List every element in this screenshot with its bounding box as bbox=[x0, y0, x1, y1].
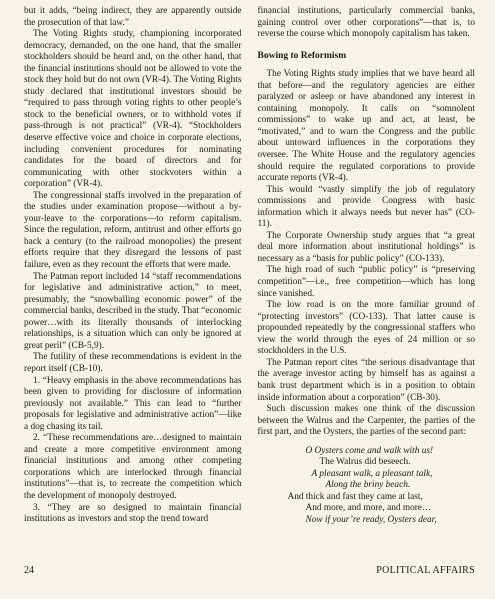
right-column-body bbox=[258, 69, 476, 439]
page-number: 24 bbox=[24, 565, 34, 576]
right-column bbox=[258, 6, 476, 527]
poem-line: And more, and more, and more… bbox=[305, 503, 432, 514]
journal-name: POLITICAL AFFAIRS bbox=[376, 565, 475, 576]
paragraph: The congressional staffs involved in the preparation of the studies under examination propose—without a by-your-leave to the corporations—to reform capitalism. Since the regulation, reform, antitrust and other efforts go back a century (to the railroad monopolies) the present efforts require that they disregard the lessons of past failure, even as they recount the efforts that were made. bbox=[24, 190, 242, 271]
paragraph: Such discussion makes one think of the discussion between the Walrus and the Carpenter, the parties of the first part, and the Oysters, the parties of the second part: bbox=[257, 404, 475, 438]
paragraph: The Voting Rights study, championing incorporated democracy, demanded, on the one hand, that the smaller stockholders should be heard and, on the other hand, that the financial institutions should not be allowed to vote the stock they hold but do not own (VR-4). The Voting Rights study declared that institutional investors should be “required to pass through voting rights to other people’s stock to the beneficial owners, or to withhold votes if pass-through is not practical” (VR-4). “Stockholders deserve effective voice and choice in corporate elections, including convenient procedures for nominating candidates for the board of directors and for communicating with other stockvoters within a corporation” (VR-4). bbox=[24, 29, 242, 190]
poem-line: The Walrus did beseech. bbox=[319, 457, 411, 468]
poem-line: And thick and fast they came at last, bbox=[287, 491, 423, 502]
poem-line: Now if your’re ready, Oysters dear, bbox=[305, 514, 437, 525]
paragraph: 1. “Heavy emphasis in the above recommendations has been given to providing for disclosure of information previously not available.” This can lead to “further proposals for legislative and administrative action”—like a dog chasing its tail. bbox=[24, 375, 242, 432]
poem-line: O Oysters come and walk with us! bbox=[305, 445, 434, 456]
paragraph: The low road is on the more familiar ground of “protecting investors” (CO-133). That latter cause is propounded repeatedly by the congressional staffers who view the world through the eyes of 24 million or so stockholders in the U.S. bbox=[257, 300, 475, 357]
right-column-top bbox=[258, 6, 476, 41]
paragraph: 2. “These recommendations are…designed to maintain and create a more competitive environment among financial institutions and among other competing corporations which are interlocked through financial institutions”—that is, to recreate the competition which the development of monopoly destroyed. bbox=[24, 433, 242, 501]
section-heading: Bowing to Reformism bbox=[257, 50, 347, 61]
poem-excerpt bbox=[258, 446, 476, 527]
paragraph: but it adds, “being indirect, they are apparently outside the prosecution of that law.” bbox=[24, 6, 242, 28]
paragraph: 3. “They are so designed to maintain financial institutions as investors and stop the trend toward bbox=[24, 502, 242, 525]
left-column bbox=[24, 6, 242, 527]
poem-line: Along the briny beach. bbox=[325, 480, 411, 491]
paragraph: The Corporate Ownership study argues that “a great deal more information about institutional holdings” is necessary as a “basis for public policy” (CO-133). bbox=[257, 230, 475, 264]
paragraph: financial institutions, particularly commercial banks, gaining control over other corporations”—that is, to reverse the course which monopoly capitalism has taken. bbox=[257, 6, 475, 40]
text-columns bbox=[24, 6, 475, 527]
paragraph: The Patman report cites “the serious disadvantage that the average investor acting by himself has as against a bank trust department which is in a position to obtain inside information about a corporation” (CB-30). bbox=[257, 357, 475, 403]
paragraph: The Patman report included 14 “staff recommendations for legislative and administrative action,” to meet, presumably, the “snowballing economic power” of the commercial banks, described in the study. That “economic power…with its literally thousands of interlocking relationships, is a situation which can only be ignored at great peril” (CB-5,9). bbox=[24, 271, 242, 351]
poem-line: A pleasant walk, a pleasant talk, bbox=[311, 468, 433, 479]
page-footer bbox=[24, 565, 475, 576]
paragraph: This would “vastly simplify the job of regulatory commissions and provide Congress with basic information which it always needs but never has” (CO-11). bbox=[257, 184, 475, 230]
paragraph: The futility of these recommendations is evident in the report itself (CB-10). bbox=[24, 352, 242, 374]
paragraph: The Voting Rights study implies that we have heard all that before—and the regulatory agencies are either paralyzed or asleep or have abandoned any interest in containing monopoly. It calls on “somnolent commissions” to wake up and act, at least, be “motivated,” and to warn the Congress and the public about untoward influences in the corporations they oversee. The White House and the regulatory agencies should require the regulated corporations to provide accurate reports (VR-4). bbox=[257, 69, 475, 184]
paragraph: The high road of such “public policy” is “preserving competition”—i.e., free competition—which has long since vanished. bbox=[257, 265, 475, 299]
